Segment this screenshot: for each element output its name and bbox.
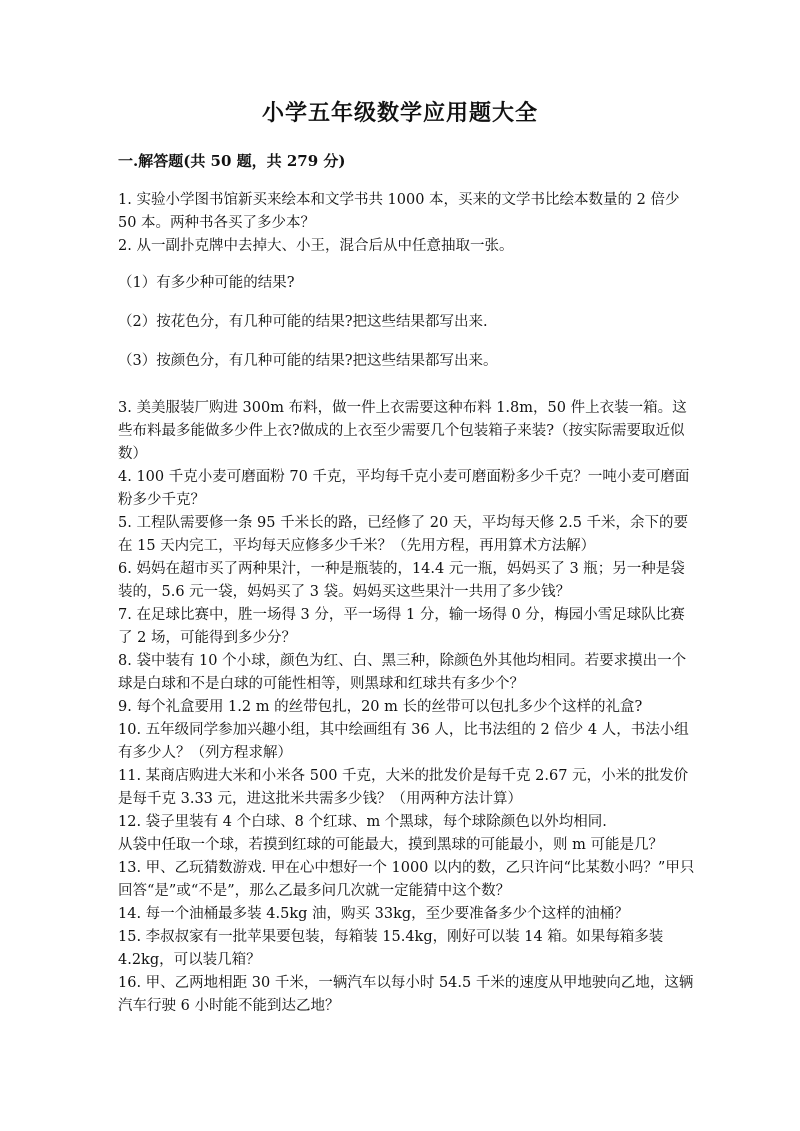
question-9: 9. 每个礼盒要用 1.2 m 的丝带包扎，20 m 长的丝带可以包扎多少个这样的礼盒? bbox=[118, 699, 643, 715]
question-11: 11. 某商店购进大米和小米各 500 千克，大米的批发价是每千克 2.67 元，小米的批发价是每千克 3.33 元，进这批米共需多少钱？（用两种方法计算） bbox=[118, 768, 689, 807]
question-15: 15. 李叔叔家有一批苹果要包装，每箱装 15.4kg，刚好可以装 14 箱。如果每箱多装 4.2kg，可以装几箱？ bbox=[118, 929, 664, 968]
question-8: 8. 袋中装有 10 个小球，颜色为红、白、黑三种，除颜色外其他均相同。若要求摸出一个球是白球和不是白球的可能性相等，则黑球和红球共有多少个？ bbox=[118, 653, 687, 692]
question-2-part-3: （3）按颜色分，有几种可能的结果?把这些结果都写出来。 bbox=[118, 353, 498, 369]
question-2-part-1: （1）有多少种可能的结果? bbox=[118, 275, 295, 291]
question-4: 4. 100 千克小麦可磨面粉 70 千克，平均每千克小麦可磨面粉多少千克？一吨小麦可磨面粉多少千克？ bbox=[118, 469, 690, 508]
question-16: 16. 甲、乙两地相距 30 千米，一辆汽车以每小时 54.5 千米的速度从甲地驶向乙地，这辆汽车行驶 6 小时能不能到达乙地？ bbox=[118, 975, 694, 1014]
question-6: 6. 妈妈在超市买了两种果汁，一种是瓶装的，14.4 元一瓶，妈妈买了 3 瓶；另一种是袋装的，5.6 元一袋，妈妈买了 3 袋。妈妈买这些果汁一共用了多少钱？ bbox=[118, 561, 685, 600]
question-14: 14. 每一个油桶最多装 4.5kg 油，购买 33kg，至少要准备多少个这样的油桶？ bbox=[118, 906, 629, 922]
question-5: 5. 工程队需要修一条 95 千米长的路，已经修了 20 天，平均每天修 2.5 千米，余下的要在 15 天内完工，平均每天应修多少千米？（先用方程，再用算术方法解） bbox=[118, 515, 689, 554]
question-3: 3. 美美服装厂购进 300m 布料，做一件上衣需要这种布料 1.8m，50 件上衣装一箱。这些布料最多能做多少件上衣?做成的上衣至少需要几个包装箱子来装?（按实际需要取近似数） bbox=[118, 400, 687, 462]
question-12-continued: 从袋中任取一个球，若摸到红球的可能最大，摸到黑球的可能最小，则 m 可能是几？ bbox=[118, 837, 663, 853]
question-1: 1. 实验小学图书馆新买来绘本和文学书共 1000 本，买来的文学书比绘本数量的 2 倍少 50 本。两种书各买了多少本？ bbox=[118, 192, 680, 231]
question-2: 2. 从一副扑克牌中去掉大、小王，混合后从中任意抽取一张。 bbox=[118, 238, 514, 254]
question-10: 10. 五年级同学参加兴趣小组，其中绘画组有 36 人，比书法组的 2 倍少 4 人，书法小组有多少人？（列方程求解） bbox=[118, 722, 689, 761]
question-7: 7. 在足球比赛中，胜一场得 3 分，平一场得 1 分，输一场得 0 分，梅园小雪足球队比赛了 2 场，可能得到多少分？ bbox=[118, 607, 685, 646]
question-13: 13. 甲、乙玩猜数游戏. 甲在心中想好一个 1000 以内的数，乙只许问“比某数小吗？”甲只回答“是”或“不是”，那么乙最多问几次就一定能猜中这个数？ bbox=[118, 860, 695, 899]
document-title: 小学五年级数学应用题大全 bbox=[261, 100, 538, 126]
question-12: 12. 袋子里装有 4 个白球、8 个红球、m 个黑球，每个球除颜色以外均相同. bbox=[118, 814, 607, 830]
question-2-part-2: （2）按花色分，有几种可能的结果?把这些结果都写出来. bbox=[118, 314, 488, 330]
question-list bbox=[118, 189, 698, 1018]
section-heading: 一.解答题(共 50 题，共 279 分) bbox=[118, 152, 346, 170]
